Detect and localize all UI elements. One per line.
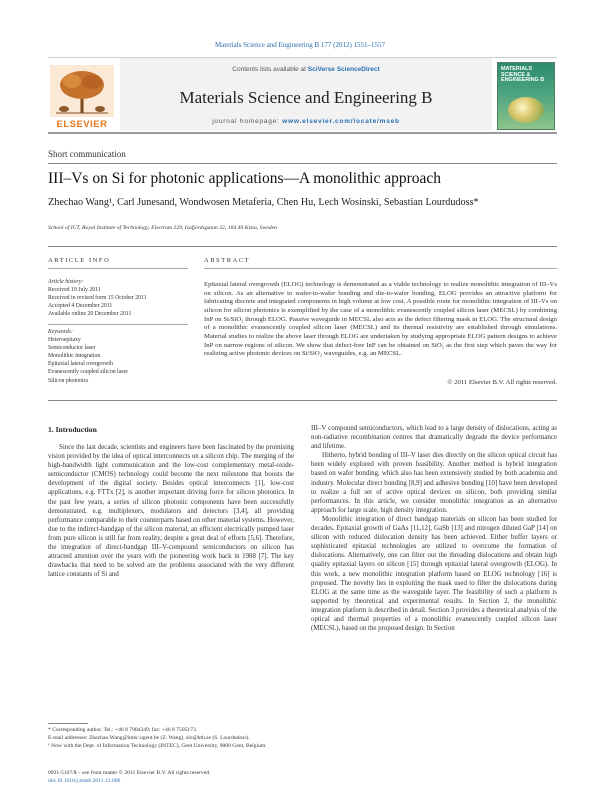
corresponding-author-note: * Corresponding author. Tel.: +46 8 7904349; fax: +46 8 7505173. (48, 727, 198, 733)
body-paragraph: Monolithic integration of direct bandgap materials on silicon has been studied for decades. Epitaxial growth of GaAs [11,12], GaSb [13] and nitrogen diluted GaP [14] on silicon with reduced dislocation density has been achieved. Either buffer layers or sophisticated epitaxial technologies are utilized to overcome the formation of dislocations. Alternatively, one can filter out the threading dislocations and obtain high quality epitaxial layers on silicon [15] through epitaxial lateral overgrowth (ELOG). In this work, a new monolithic integration platform based on ELOG technology [16] is proposed. The novelty lies in exploiting the mask used to filter the dislocations during ELOG at the same time as the waveguide layer. The feasibility of such a platform is supported by theoretical and experimental results. In Section 2, the monolithic integration platform is described in detail. Section 3 provides a theoretical analysis of the optical and thermal properties of a monolithic evanescently coupled silicon laser (MECSL), based on the proposed design. In Section (311, 515, 557, 633)
abstract-heading: ABSTRACT (204, 257, 251, 264)
contents-prefix: Contents lists available at (232, 66, 306, 73)
journal-header (48, 57, 557, 134)
article-info-heading: ARTICLE INFO (48, 257, 111, 264)
homepage-link[interactable]: www.elsevier.com/locate/mseb (282, 118, 400, 125)
keyword: Evanescently coupled silicon laser (48, 369, 129, 376)
body-column-right (311, 424, 557, 633)
keywords (48, 328, 188, 385)
author-list: Zhechao Wang¹, Carl Junesand, Wondwosen Metaferia, Chen Hu, Lech Wosinski, Sebastian Lourdudoss* (48, 197, 479, 208)
affiliation-footnote: ¹ Now with the Dept. of Information Technology (INTEC), Gent University, 9000 Gent, Belgium. (48, 742, 267, 749)
contents-line (120, 66, 492, 73)
body-paragraph: Since the last decade, scientists and engineers have been fascinated by the promising vision provided by the idea of optical interconnects on a silicon chip. The merging of the high-bandwidth light communication and the low-cost complementary metal-oxide-semiconductor (CMOS) technology could become the next milestone that boosts the development of the digital society. Besides optical interconnects [1], low-cost applications, e.g. FTTx [2], is another important driving force for silicon photonics. In the past few years, a series of silicon photonic components have been successfully demonstrated, e.g. multiplexers, modulators and detectors [3,4], all providing performance comparable to their counterparts based on other material systems. However, due to the indirect-bandgap of the silicon material, an efficient electrically pumped laser from pure silicon is still far from reality, despite a great deal of efforts [5,6]. Therefore, the integration of direct-bandgap III–V-compound semiconductors on silicon has attracted attention over the years with the pioneering work back in 1988 [7]. The key drawbacks that need to be solved are the problems associated with the very different lattice constants of Si and (48, 444, 294, 579)
body-column-left (48, 443, 294, 579)
divider (48, 400, 557, 401)
divider (48, 246, 557, 247)
issn-line: 0921-5107/$ – see front matter © 2011 Elsevier B.V. All rights reserved. (48, 770, 211, 776)
divider (48, 268, 188, 269)
history-item: Received in revised form 15 October 2011 (48, 295, 147, 302)
history-item: Available online 20 December 2011 (48, 311, 132, 318)
history-label: Article history: (48, 279, 84, 285)
history-item: Received 19 July 2011 (48, 287, 101, 294)
elsevier-logo (50, 65, 114, 127)
elsevier-tree-icon (50, 65, 114, 117)
keyword: Heteroepitaxy (48, 337, 81, 344)
keyword: Epitaxial lateral overgrowth (48, 361, 113, 368)
body-paragraph: III–V compound semiconductors, which lead to a large density of dislocations, acting as non-radiative recombination centres that dramatically degrade the device performance and lifetime. (311, 425, 557, 451)
journal-reference[interactable]: Materials Science and Engineering B 177 (2012) 1551–1557 (214, 41, 386, 49)
sciencedirect-link[interactable]: SciVerse ScienceDirect (307, 66, 380, 73)
divider (204, 268, 557, 269)
article-history (48, 278, 188, 318)
footnote-divider (48, 723, 88, 724)
history-item: Accepted 4 December 2011 (48, 303, 113, 310)
keyword: Semiconductor laser (48, 345, 96, 352)
article-title: III–Vs on Si for photonic applications—A monolithic approach (48, 170, 442, 187)
section-heading: 1. Introduction (48, 425, 97, 434)
divider (48, 163, 557, 164)
journal-banner (120, 58, 492, 131)
publisher-wordmark: ELSEVIER (56, 119, 108, 130)
article-type: Short communication (48, 149, 126, 159)
keywords-label: Keywords: (48, 329, 73, 335)
copyright-notice: © 2011 Elsevier B.V. All rights reserved. (447, 379, 557, 386)
keyword: Silicon photonics (48, 377, 89, 384)
cover-letter: B (540, 77, 545, 84)
body-paragraph: Hitherto, hybrid bonding of III–V laser dies directly on the silicon optical circuit has been widely explored with proven feasibility. Another method is hybrid integration based on wafer bonding, which also has been extensively studied by both academia and industry. Molecular direct bonding [8,9] and adhesive bonding [10] have been developed to realize a full set of active optical devices on silicon, both providing similar performances. In this article, we consider monolithic integration as an alternative approach for large scale, high density integration. (311, 452, 557, 514)
journal-title: Materials Science and Engineering B (179, 88, 433, 107)
email-addresses[interactable]: E-mail addresses: Zhechao.Wang@intec.ugent.be (Z. Wang), slo@kth.se (S. Lourdudoss). (48, 734, 250, 741)
abstract-text: Epitaxial lateral overgrowth (ELOG) technology is demonstrated as a viable technology to realize monolithic integration of III–Vs on silicon. As an alternative to wafer-to-wafer bonding and die-to-wafer bonding, ELOG provides an attractive platform for fabricating discrete and integrated components in high volume at low cost. A possible route for monolithic integration of III–Vs on silicon for silicon photonics is exemplified by the case of a monolithic evanescently coupled silicon laser (MECSL) by combining InP on Si/SiO₂ through ELOG. Passive waveguide in MECSL also acts as the defect filtering mask in ELOG. The structural design of a monolithic evanescently coupled silicon laser (MECSL) and its thermal resistivity are established through simulations. Material studies to realize the above laser through ELOG are undertaken by studying appropriate ELOG pattern designs to achieve InP on narrow regions of silicon. We show that defect-free InP can be obtained on SiO₂ as the first step which paves the way for realizing active photonic devices on Si/SiO₂ waveguides, e.g. an MECSL. (204, 281, 557, 358)
homepage-prefix: journal homepage: (212, 118, 280, 125)
affiliation: School of ICT, Royal Institute of Technology, Electrum 229, Isafjordsgatan 22, 164 40 Kista, Sweden (48, 225, 278, 231)
footnotes (48, 727, 294, 751)
journal-cover-thumbnail[interactable] (497, 62, 555, 130)
cover-title-text: MATERIALS SCIENCE & ENGINEERING (501, 66, 539, 84)
doi-link[interactable]: doi:10.1016/j.mseb.2011.12.006 (48, 777, 121, 784)
homepage-line (120, 118, 492, 125)
keyword: Monolithic integration (48, 353, 101, 360)
cover-image (508, 97, 544, 123)
divider (48, 324, 188, 325)
cover-title (501, 67, 551, 84)
front-matter (48, 770, 294, 786)
